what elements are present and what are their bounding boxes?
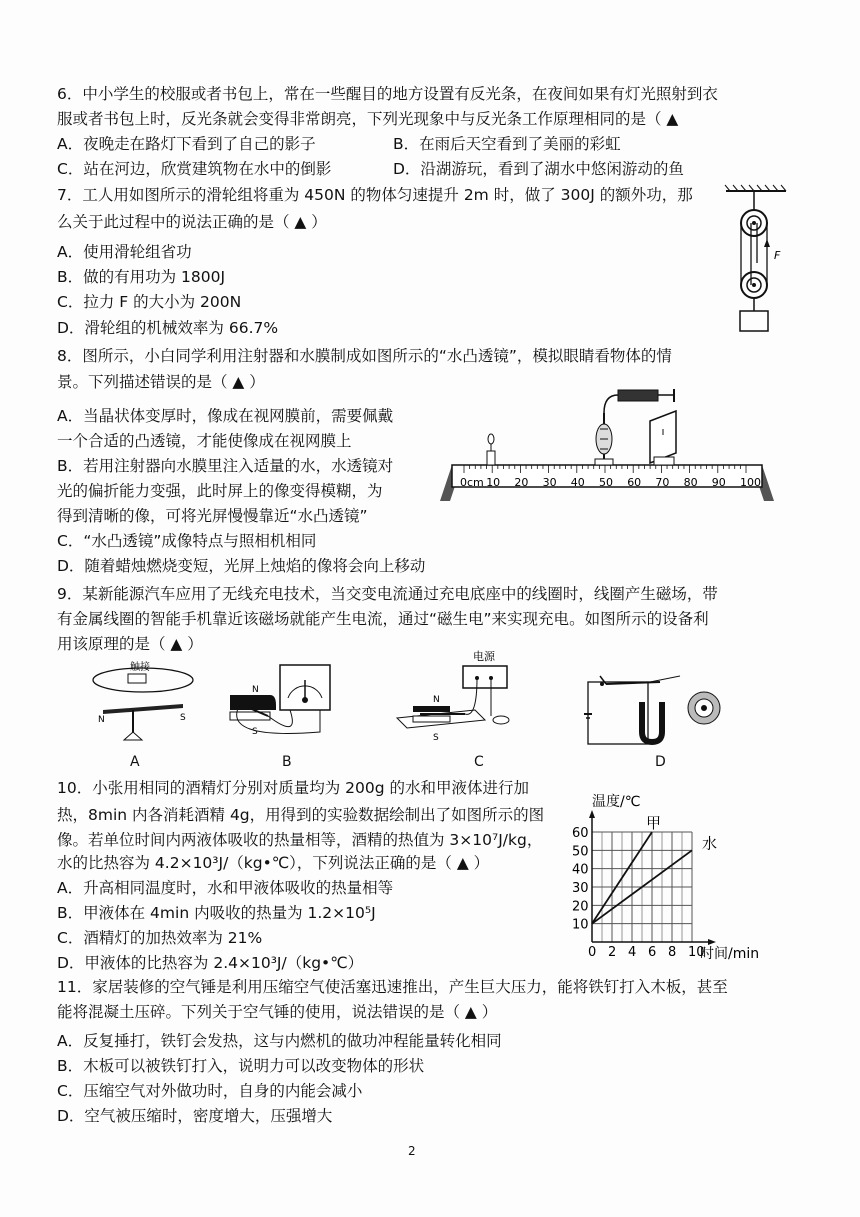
ruler-label: 60 <box>627 476 642 489</box>
figure-b-galvanometer <box>220 660 340 750</box>
q6-stem-line1: 6．中小学生的校服或者书包上，常在一些醒目的地方设置有反光条，在夜间如果有灯光照射到衣 <box>57 85 718 103</box>
q8-stem-line2: 景。下列描述错误的是（ ▲ ） <box>57 373 265 391</box>
ruler-label: 70 <box>655 476 670 489</box>
chart-y-axis-label: 温度/℃ <box>592 794 641 810</box>
chart-y-tick-label: 10 <box>572 917 589 933</box>
figure-a-south-pole: S <box>180 713 186 723</box>
q8-option-c: C．“水凸透镜”成像特点与照相机相同 <box>57 532 317 550</box>
figure-a-label: 触接 <box>130 662 150 673</box>
figure-a-compass-wire <box>88 660 198 745</box>
q11-option-d: D．空气被压缩时，密度增大，压强增大 <box>57 1107 333 1125</box>
chart-y-tick-label: 30 <box>572 881 589 896</box>
ruler-label: 90 <box>711 476 726 489</box>
q8-option-a-line1: A．当晶状体变厚时，像成在视网膜前，需要佩戴 <box>57 407 394 425</box>
chart-x-tick-label: 2 <box>608 945 617 960</box>
figure-b-south-pole: S <box>252 727 258 737</box>
figure-a-north-pole: N <box>98 715 105 725</box>
optical-bench-figure <box>438 385 776 505</box>
q9-stem-line2: 有金属线圈的智能手机靠近该磁场就能产生电流，通过“磁生电”来实现充电。如图所示的设备利 <box>57 610 709 628</box>
q10-option-d: D．甲液体的比热容为 2.4×10³J/（kg•℃） <box>57 954 364 972</box>
q10-stem-line1: 10．小张用相同的酒精灯分别对质量均为 200g 的水和甲液体进行加 <box>57 779 530 797</box>
ruler-label: 10 <box>486 476 501 489</box>
chart-y-tick-label: 40 <box>572 862 589 878</box>
chart-x-tick-label: 0 <box>588 945 597 960</box>
q8-option-b-line3: 得到清晰的像，可将光屏慢慢靠近“水凸透镜” <box>57 507 368 525</box>
chart-y-arrow <box>589 810 595 818</box>
q10-option-c: C．酒精灯的加热效率为 21% <box>57 929 263 947</box>
pulley-force-label: F <box>774 249 781 262</box>
ruler-label: 20 <box>514 476 529 489</box>
figure-b-north-pole: N <box>252 685 259 695</box>
q6-option-d: D．沿湖游玩，看到了湖水中悠闲游动的鱼 <box>393 160 684 178</box>
chart-y-tick-label: 20 <box>572 899 589 915</box>
q6-option-a: A．夜晚走在路灯下看到了自己的影子 <box>57 135 316 153</box>
chart-x-tick-label: 10 <box>688 945 705 960</box>
figure-b-caption: B <box>282 754 292 770</box>
q8-option-d: D．随着蜡烛燃烧变短，光屏上烛焰的像将会向上移动 <box>57 557 426 575</box>
q8-option-b-line1: B．若用注射器向水膜里注入适量的水，水透镜对 <box>57 457 394 475</box>
q7-option-d: D．滑轮组的机械效率为 66.7% <box>57 319 279 337</box>
ruler-label: 100 <box>740 476 761 489</box>
chart-x-tick-label: 8 <box>668 945 677 960</box>
figure-c-label: 电源 <box>473 650 495 663</box>
ruler-label: 40 <box>570 476 585 489</box>
chart-y-tick-label: 60 <box>572 826 589 841</box>
q7-option-b: B．做的有用功为 1800J <box>57 268 226 286</box>
chart-series-label: 水 <box>702 834 718 853</box>
q10-stem-line3: 像。若单位时间内两液体吸收的热量相等，酒精的热值为 3×10⁷J/kg， <box>57 831 543 849</box>
chart-x-tick-label: 6 <box>648 945 657 960</box>
q11-stem-line2: 能将混凝土压碎。下列关于空气锤的使用，说法错误的是（ ▲ ） <box>57 1003 498 1021</box>
q10-option-b: B．甲液体在 4min 内吸收的热量为 1.2×10⁵J <box>57 904 376 922</box>
chart-x-tick-label: 4 <box>628 945 637 960</box>
q8-option-a-line2: 一个合适的凸透镜，才能使像成在视网膜上 <box>57 432 352 450</box>
chart-x-axis-label: 时间/min <box>700 946 760 962</box>
chart-x-arrow <box>708 939 716 945</box>
q7-option-a: A．使用滑轮组省功 <box>57 243 192 261</box>
figure-c-south-pole: S <box>433 733 439 743</box>
q6-option-b: B．在雨后天空看到了美丽的彩虹 <box>393 135 621 153</box>
figure-c-caption: C <box>474 754 484 770</box>
page-number: 2 <box>408 1144 416 1158</box>
q9-stem-line1: 9．某新能源汽车应用了无线充电技术，当交变电流通过充电底座中的线圈时，线圈产生磁场，带 <box>57 585 718 603</box>
pulley-figure <box>720 183 800 338</box>
ruler-label: 80 <box>683 476 698 489</box>
chart-series-label: 甲 <box>646 814 662 832</box>
q9-stem-line3: 用该原理的是（ ▲ ） <box>57 635 203 653</box>
q6-stem-line2: 服或者书包上时，反光条就会变得非常朗亮，下列光现象中与反光条工作原理相同的是（ ▲ <box>57 110 679 128</box>
ruler-label: 0cm <box>460 476 484 489</box>
q6-option-c: C．站在河边，欣赏建筑物在水中的倒影 <box>57 160 332 178</box>
figure-a-caption: A <box>130 754 140 770</box>
q11-option-b: B．木板可以被铁钉打入，说明力可以改变物体的形状 <box>57 1057 425 1075</box>
q11-option-c: C．压缩空气对外做功时，自身的内能会减小 <box>57 1082 363 1100</box>
q7-stem-line1: 7．工人用如图所示的滑轮组将重为 450N 的物体匀速提升 2m 时，做了 300J 的额外功，那 <box>57 186 693 204</box>
q11-stem-line1: 11．家居装修的空气锤是利用压缩空气使活塞迅速推出，产生巨大压力，能将铁钉打入木板，甚至 <box>57 978 728 996</box>
figure-c-north-pole: N <box>433 695 440 705</box>
q11-option-a: A．反复捶打，铁钉会发热，这与内燃机的做功冲程能量转化相同 <box>57 1032 502 1050</box>
q8-stem-line1: 8．图所示，小白同学利用注射器和水膜制成如图所示的“水凸透镜”，模拟眼睛看物体的情 <box>57 347 672 365</box>
chart-y-tick-label: 50 <box>572 844 589 860</box>
q7-stem-line2: 么关于此过程中的说法正确的是（ ▲ ） <box>57 213 327 231</box>
temperature-time-chart <box>530 786 760 964</box>
q8-option-b-line2: 光的偏折能力变强，此时屏上的像变得模糊，为 <box>57 482 383 500</box>
q10-stem-line2: 热，8min 内各消耗酒精 4g，用得到的实验数据绘制出了如图所示的图 <box>57 806 545 824</box>
q10-option-a: A．升高相同温度时，水和甲液体吸收的热量相等 <box>57 879 394 897</box>
q10-stem-line4: 水的比热容为 4.2×10³J/（kg•℃），下列说法正确的是（ ▲ ） <box>57 854 490 872</box>
ruler-label: 50 <box>599 476 613 489</box>
ruler-label: 30 <box>542 476 557 489</box>
figure-d-electric-bell <box>580 662 730 752</box>
q7-option-c: C．拉力 F 的大小为 200N <box>57 293 242 311</box>
figure-c-motor <box>395 648 535 743</box>
figure-d-caption: D <box>655 754 666 770</box>
